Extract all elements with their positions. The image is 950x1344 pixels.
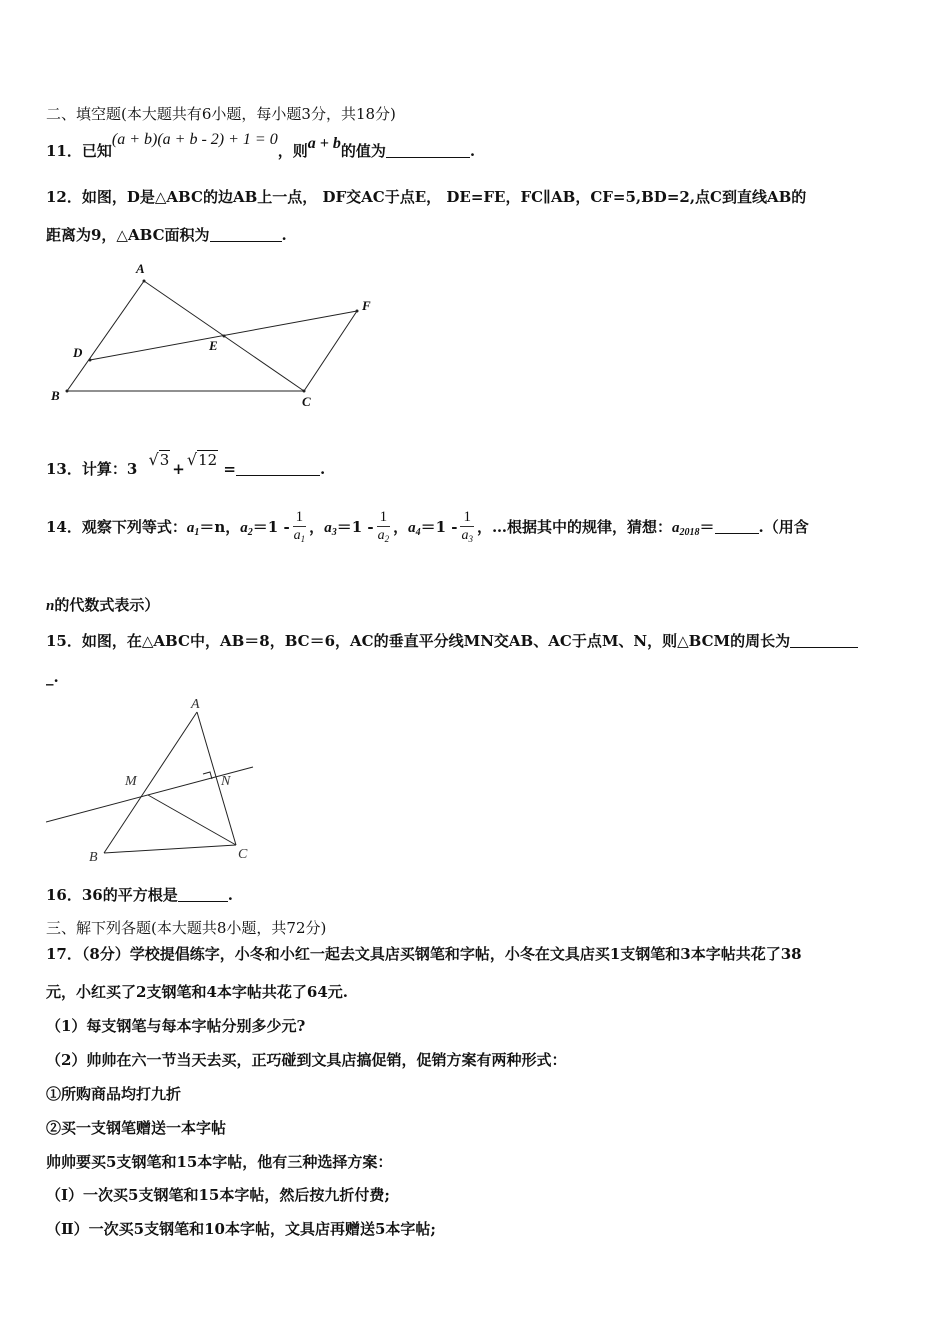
q14-end: .（用含	[758, 518, 809, 536]
question-12-line-2	[46, 224, 287, 245]
segment-MC	[148, 795, 236, 845]
question-17-sub-2: （2）帅帅在六一节当天去买，正巧碰到文具店搞促销，促销方案有两种形式：	[46, 1051, 567, 1069]
q14-comma-1: ，	[309, 518, 325, 536]
label-N: N	[221, 774, 231, 789]
q13-number: 13．计算：3	[46, 460, 138, 478]
q11-mid: ，则	[277, 142, 308, 160]
q11-answer-blank[interactable]	[386, 145, 470, 158]
question-17-option-1: ①所购商品均打九折	[46, 1085, 182, 1103]
question-17-plan-intro: 帅帅要买5支钢笔和15本字帖，他有三种选择方案：	[46, 1153, 393, 1171]
question-11	[46, 131, 476, 161]
q14-a4-eq: ＝1 -	[420, 518, 458, 536]
question-15	[46, 630, 858, 651]
label-A: A	[191, 697, 200, 712]
q14-a3: $a_3$	[324, 520, 337, 538]
question-16	[46, 884, 233, 905]
q14-intro: 14．观察下列等式：	[46, 518, 187, 536]
q13-equals: =	[223, 460, 236, 478]
q15-text: 15．如图，在△ABC中，AB＝8，BC＝6，AC的垂直平分线MN交AB、AC于点M、N，则△BCM的周长为	[46, 632, 791, 650]
segment-AB	[67, 281, 144, 391]
point-E	[223, 335, 226, 338]
segment-AB	[104, 712, 197, 853]
label-M: M	[125, 774, 137, 789]
label-B: B	[89, 850, 98, 865]
question-13	[46, 450, 326, 479]
point-F	[356, 310, 359, 313]
q14-a1: $a_1$	[186, 520, 200, 538]
question-17-option-2: ②买一支钢笔赠送一本字帖	[46, 1119, 227, 1137]
question-17-sub-1: （1）每支钢笔与每本字帖分别多少元?	[46, 1017, 306, 1035]
section-2-heading: 二、填空题(本大题共有6小题，每小题3分，共18分)	[46, 105, 396, 123]
question-14-line-2: n的代数式表示）	[46, 596, 160, 614]
q12-answer-blank[interactable]	[210, 229, 282, 242]
question-15-line-2: _.	[46, 668, 59, 686]
q14-comma-2: ，	[393, 518, 409, 536]
label-F: F	[362, 298, 371, 313]
q15-answer-blank[interactable]	[790, 635, 858, 648]
q12-figure	[46, 258, 386, 410]
label-E: E	[209, 338, 218, 353]
question-17-line-1: 17．（8分）学校提倡练字，小冬和小红一起去文具店买钢笔和字帖，小冬在文具店买1支钢笔和3本字帖共花了38	[46, 945, 802, 963]
question-14	[46, 508, 809, 551]
question-17-plan-I: （Ⅰ）一次买5支钢笔和15本字帖，然后按九折付费;	[46, 1186, 390, 1204]
label-D: D	[73, 345, 83, 360]
q11-number: 11．已知	[46, 142, 112, 160]
label-B: B	[51, 388, 60, 403]
q14-fraction-2: $\frac{1}{a_2}$	[377, 509, 390, 544]
q14-a4: $a_4$	[408, 520, 421, 538]
q13-end: .	[319, 460, 326, 478]
q16-text: 16．36的平方根是	[46, 886, 178, 904]
segment-BC	[104, 845, 236, 853]
q14-a2018: $a_{2018}$	[672, 520, 700, 538]
q14-a2018-eq: ＝	[699, 518, 715, 536]
question-17-line-2: 元，小红买了2支钢笔和4本字帖共花了64元.	[46, 983, 348, 1001]
q13-answer-blank[interactable]	[236, 463, 320, 476]
q16-answer-blank[interactable]	[178, 889, 228, 902]
q11-target: a + b	[307, 135, 341, 152]
q11-end: .	[469, 142, 476, 160]
point-C	[303, 390, 306, 393]
label-C: C	[302, 394, 311, 409]
point-A	[143, 280, 146, 283]
q14-a3-eq: ＝1 -	[336, 518, 374, 536]
q15-figure	[46, 692, 266, 868]
q13-plus: +	[172, 460, 185, 478]
q12-end: .	[281, 226, 287, 244]
question-12-line-1: 12．如图，D是△ABC的边AB上一点， DF交AC于点E， DE=FE，FC∥AB，CF=5,BD=2,点C到直线AB的	[46, 188, 807, 206]
q14-a1-value: ＝n，	[199, 518, 241, 536]
q14-a2-eq: ＝1 -	[252, 518, 290, 536]
question-17-plan-II: （Ⅱ）一次买5支钢笔和10本字帖，文具店再赠送5本字帖;	[46, 1220, 436, 1238]
label-C: C	[238, 847, 248, 862]
q13-sqrt-12: √12	[186, 450, 218, 469]
q14-a2: $a_2$	[240, 520, 253, 538]
label-A: A	[136, 261, 145, 276]
point-B	[66, 390, 69, 393]
q14-fraction-3: $\frac{1}{a_3}$	[461, 509, 473, 544]
segment-CF	[304, 311, 357, 391]
q14-fraction-1: $\frac{1}{a_1}$	[293, 509, 306, 544]
q14-rest: ，…根据其中的规律，猜想：	[476, 518, 672, 536]
q13-sqrt-3: √3	[148, 450, 170, 469]
q16-end: .	[227, 886, 233, 904]
q12-line2-text: 距离为9，△ABC面积为	[46, 226, 210, 244]
point-D	[89, 359, 92, 362]
q11-tail: 的值为	[340, 142, 386, 160]
section-3-heading: 三、解下列各题(本大题共8小题，共72分)	[46, 919, 327, 937]
q14-answer-blank[interactable]	[715, 521, 759, 534]
q11-expression: (a + b)(a + b - 2) + 1 = 0	[111, 131, 278, 148]
